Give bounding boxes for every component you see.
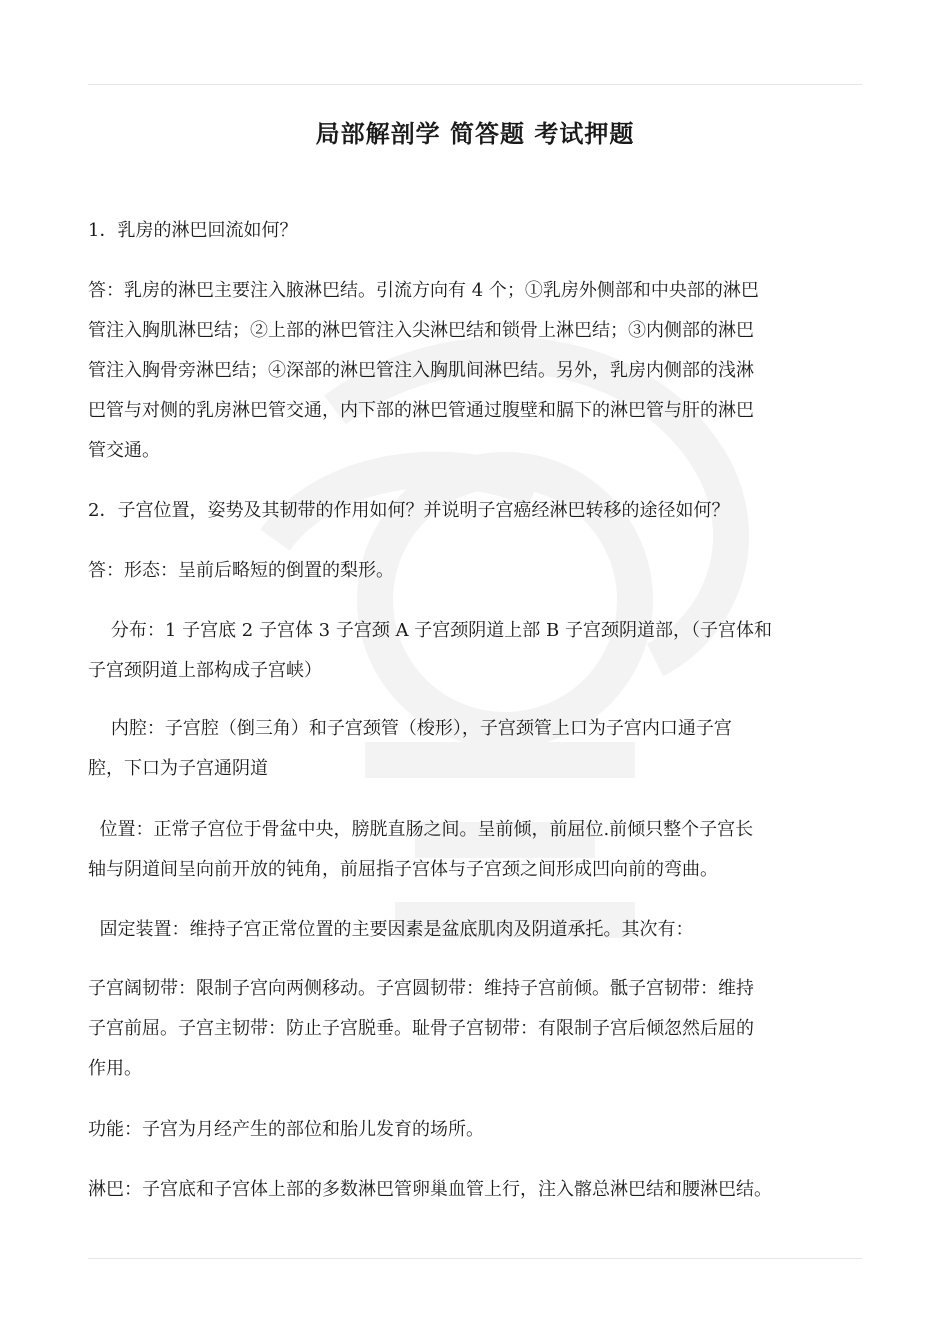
cavity-line: 腔，下口为子宫通阴道 <box>88 758 268 779</box>
answer-1-line: 管注入胸肌淋巴结；②上部的淋巴管注入尖淋巴结和锁骨上淋巴结；③内侧部的淋巴 <box>88 320 754 341</box>
page-title: 局部解剖学 简答题 考试押题 <box>315 120 635 148</box>
answer-1-line: 管交通。 <box>88 440 160 461</box>
position-line: 位置：正常子宫位于骨盆中央，膀胱直肠之间。呈前倾，前屈位.前倾只整个子宫长 <box>88 819 754 840</box>
ligaments-line: 子宫前屈。子宫主韧带：防止子宫脱垂。耻骨子宫韧带：有限制子宫后倾忽然后屈的 <box>88 1018 754 1039</box>
answer-1-line: 答：乳房的淋巴主要注入腋淋巴结。引流方向有 4 个；①乳房外侧部和中央部的淋巴 <box>88 280 759 301</box>
answer-2-lymph: 淋巴：子宫底和子宫体上部的多数淋巴管卵巢血管上行，注入髂总淋巴结和腰淋巴结。 <box>88 1179 772 1200</box>
distribution-line: 子宫颈阴道上部构成子宫峡） <box>88 660 322 681</box>
ligaments-line: 子宫阔韧带：限制子宫向两侧移动。子宫圆韧带：维持子宫前倾。骶子宫韧带：维持 <box>88 978 754 999</box>
answer-2-fixation: 固定装置：维持子宫正常位置的主要因素是盆底肌肉及阴道承托。其次有： <box>88 919 694 940</box>
answer-1-line: 管注入胸骨旁淋巴结；④深部的淋巴管注入胸肌间淋巴结。另外，乳房内侧部的浅淋 <box>88 360 754 381</box>
question-1: 1．乳房的淋巴回流如何？ <box>88 220 298 241</box>
header-rule <box>88 84 862 85</box>
ligaments-line: 作用。 <box>88 1058 142 1079</box>
answer-2-function: 功能：子宫为月经产生的部位和胎儿发育的场所。 <box>88 1119 484 1140</box>
distribution-line: 分布：1 子宫底 2 子宫体 3 子宫颈 A 子宫颈阴道上部 B 子宫颈阴道部，（子宫体和 <box>88 620 772 641</box>
position-line: 轴与阴道间呈向前开放的钝角，前屈指子宫体与子宫颈之间形成凹向前的弯曲。 <box>88 859 718 880</box>
footer-rule <box>88 1258 862 1259</box>
answer-1-line: 巴管与对侧的乳房淋巴管交通，内下部的淋巴管通过腹壁和膈下的淋巴管与肝的淋巴 <box>88 400 754 421</box>
question-2: 2．子宫位置，姿势及其韧带的作用如何？并说明子宫癌经淋巴转移的途径如何？ <box>88 500 730 521</box>
answer-2-shape: 答：形态：呈前后略短的倒置的梨形。 <box>88 560 394 581</box>
cavity-line: 内腔：子宫腔（倒三角）和子宫颈管（梭形），子宫颈管上口为子宫内口通子宫 <box>88 718 732 739</box>
